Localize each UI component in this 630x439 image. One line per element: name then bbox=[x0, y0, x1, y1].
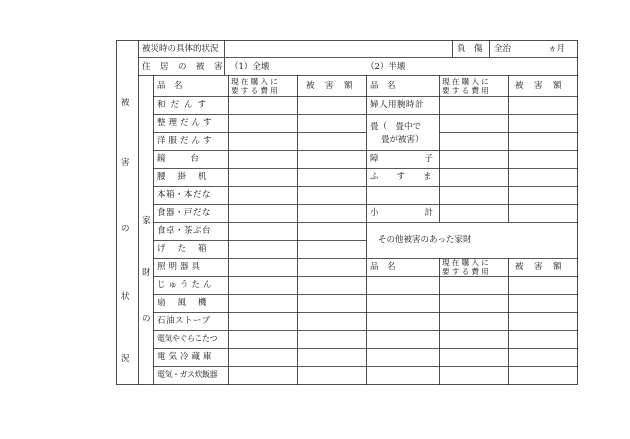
item-label: ふすま bbox=[370, 172, 450, 182]
item-label: 電気・ガス炊飯器 bbox=[157, 370, 217, 379]
kazai-label-char: 財 bbox=[142, 268, 151, 278]
side-label-char: 被 bbox=[121, 98, 130, 108]
left-cost-header-line2: 要する費用 bbox=[231, 86, 280, 95]
item-label: 畳（ 畳中で bbox=[370, 122, 422, 132]
kazai-label-char: の bbox=[142, 314, 151, 324]
lower-cost-header-line1: 現在購入に bbox=[442, 258, 491, 267]
item-label: 食器・戸だな bbox=[157, 208, 212, 218]
dwelling-option-full: （1）全壊 bbox=[230, 62, 270, 72]
right-damage-header: 被 害 額 bbox=[515, 81, 563, 91]
dwelling-damage-label: 住 居 の 被 害 bbox=[142, 62, 224, 72]
left-item-header: 品 名 bbox=[157, 81, 183, 91]
side-label-char: 状 bbox=[121, 292, 130, 302]
lower-item-header: 品 名 bbox=[370, 262, 396, 272]
item-label: 扇風機 bbox=[157, 298, 219, 308]
damage-input-cell[interactable] bbox=[509, 97, 577, 114]
kazai-label-char: 家 bbox=[142, 216, 151, 226]
left-cost-header-line1: 現在購入に bbox=[231, 77, 280, 86]
cost-input-cell[interactable] bbox=[229, 97, 297, 114]
item-label: じゅうたん bbox=[157, 280, 215, 290]
lower-damage-header: 被 害 額 bbox=[515, 262, 563, 272]
item-label: 腰掛机 bbox=[157, 172, 219, 182]
item-label: 小計 bbox=[370, 208, 480, 218]
damage-input-cell[interactable] bbox=[298, 97, 366, 114]
side-label-char: の bbox=[121, 224, 130, 234]
injury-unit: ヵ月 bbox=[548, 44, 566, 54]
lower-cost-header-line2: 要する費用 bbox=[442, 267, 491, 276]
item-label: 電気やぐらこたつ bbox=[157, 334, 217, 343]
injury-input-cell[interactable] bbox=[490, 41, 577, 57]
left-damage-header: 被 害 額 bbox=[306, 81, 354, 91]
injury-label: 負 傷 bbox=[457, 44, 483, 54]
item-label: 洋服だんす bbox=[157, 136, 215, 146]
item-label: 本箱・本だな bbox=[157, 190, 212, 200]
dwelling-option-half: （2）半壊 bbox=[366, 62, 406, 72]
item-label: 照明器具 bbox=[157, 262, 204, 272]
side-label-char: 況 bbox=[121, 354, 130, 364]
item-label: 婦人用腕時計 bbox=[370, 100, 425, 110]
situation-label: 被災時の具体的状況 bbox=[142, 44, 219, 54]
item-label: 石油ストーブ bbox=[157, 316, 211, 326]
item-label: 障子 bbox=[370, 154, 480, 164]
item-label: 和だんす bbox=[157, 100, 212, 110]
item-label: 電気冷蔵庫 bbox=[157, 352, 215, 362]
item-label: 畳が被害） bbox=[381, 135, 424, 145]
side-label-char: 害 bbox=[121, 158, 130, 168]
injury-value: 全治 bbox=[494, 44, 512, 54]
right-item-header: 品 名 bbox=[370, 81, 396, 91]
item-label: げた箱 bbox=[157, 244, 219, 254]
item-label: 鏡台 bbox=[157, 154, 225, 164]
right-cost-header-line1: 現在購入に bbox=[442, 77, 491, 86]
item-label: 整理だんす bbox=[157, 118, 215, 128]
other-items-label: その他被害のあった家財 bbox=[378, 235, 472, 245]
damage-form bbox=[116, 40, 578, 385]
right-cost-header-line2: 要する費用 bbox=[442, 86, 491, 95]
item-label: 食卓・茶ぶ台 bbox=[157, 226, 212, 236]
